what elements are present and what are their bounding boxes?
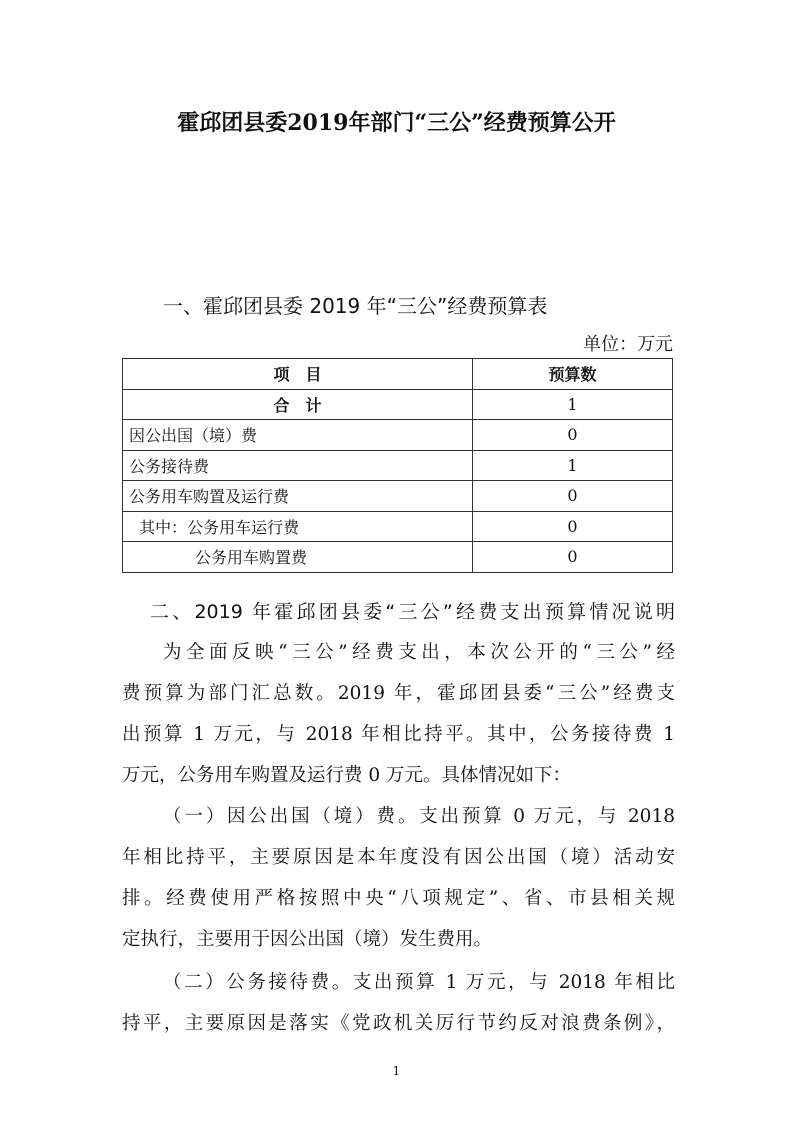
- paragraph-line: 年相比持平，主要原因是本年度没有因公出国（境）活动安: [122, 847, 675, 868]
- page-number: 1: [392, 1064, 401, 1078]
- table-row: [123, 481, 673, 512]
- table-row: [123, 389, 673, 420]
- row-item: 合 计: [123, 389, 473, 420]
- row-value: 1: [473, 389, 673, 420]
- paragraph-line: 排。经费使用严格按照中央“八项规定”、省、市县相关规: [122, 888, 675, 909]
- unit-label: 单位：万元: [583, 334, 673, 355]
- row-item: 因公出国（境）费: [123, 420, 473, 451]
- row-item: 公务用车购置及运行费: [123, 481, 473, 512]
- table-row: [123, 420, 673, 451]
- budget-table: [122, 358, 673, 573]
- row-value: 0: [473, 542, 673, 573]
- paragraph-line: 万元，公务用车购置及运行费 0 万元。具体情况如下：: [122, 765, 572, 786]
- paragraph-line: 费预算为部门汇总数。2019 年，霍邱团县委“三公”经费支: [122, 683, 675, 704]
- document-title: 霍邱团县委2019年部门“三公”经费预算公开: [177, 110, 616, 136]
- row-item: 公务用车购置费: [123, 542, 473, 573]
- section1-heading: 一、霍邱团县委 2019 年“三公”经费预算表: [163, 294, 548, 318]
- table-header-row: [123, 359, 673, 390]
- paragraph-line: 持平，主要原因是落实《党政机关厉行节约反对浪费条例》，: [122, 1013, 675, 1034]
- row-item: 公务接待费: [123, 450, 473, 481]
- row-value: 0: [473, 481, 673, 512]
- row-value: 0: [473, 511, 673, 542]
- table-row: [123, 450, 673, 481]
- paragraph-line: 定执行，主要用于因公出国（境）发生费用。: [122, 929, 493, 950]
- table-row: [123, 511, 673, 542]
- table-row: [123, 542, 673, 573]
- section2-heading: 二、2019 年霍邱团县委“三公”经费支出预算情况说明: [150, 601, 675, 623]
- paragraph-line: （一）因公出国（境）费。支出预算 0 万元，与 2018: [163, 806, 675, 827]
- header-budget: 预算数: [473, 359, 673, 390]
- row-value: 1: [473, 450, 673, 481]
- paragraph-line: 出预算 1 万元，与 2018 年相比持平。其中，公务接待费 1: [122, 724, 675, 745]
- header-item: 项 目: [123, 359, 473, 390]
- paragraph-line: （二）公务接待费。支出预算 1 万元，与 2018 年相比: [163, 972, 675, 993]
- paragraph-line: 为全面反映“三公”经费支出，本次公开的“三公”经: [163, 642, 675, 663]
- row-value: 0: [473, 420, 673, 451]
- row-item: 其中：公务用车运行费: [123, 511, 473, 542]
